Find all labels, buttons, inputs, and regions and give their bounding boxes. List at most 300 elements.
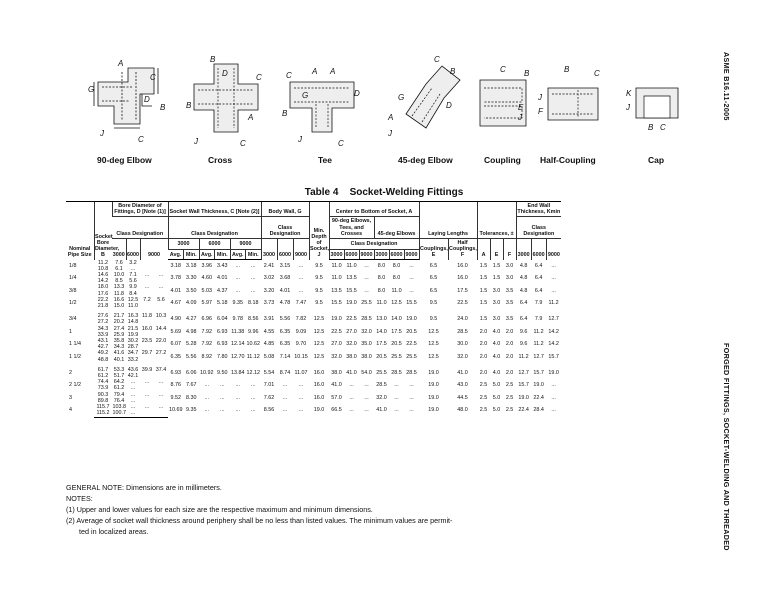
table-cell: 9.5 — [315, 275, 323, 282]
table-cell: 17.5 — [391, 328, 402, 335]
svg-text:C: C — [286, 71, 292, 80]
table-cell: 1.5 — [492, 262, 501, 269]
table-cell: 14.0 — [376, 328, 387, 335]
table-cell: 14.6 — [97, 272, 109, 279]
table-caption: Socket-Welding Fittings — [349, 187, 464, 198]
table-cell: 12.5 — [391, 299, 402, 306]
caption-90-deg-elbow: 90-deg Elbow — [97, 155, 152, 165]
table-cell: 41.0 — [376, 407, 387, 414]
table-cell: 41.6 — [113, 350, 125, 357]
col-center-to-bottom: Center to Bottom of Socket, A — [329, 202, 419, 217]
table-cell: 22.4 — [533, 394, 544, 401]
table-cell: 13.5 — [346, 275, 357, 282]
table-cell: 11.12 — [246, 353, 260, 360]
table-cell: ... — [204, 394, 209, 401]
table-cell: 1.5 — [479, 275, 488, 282]
table-cell: 22.0 — [155, 338, 167, 345]
table-cell: 3.0 — [505, 262, 514, 269]
table-cell: 2 1/2 — [69, 382, 81, 389]
table-header-cell: A — [477, 239, 490, 260]
table-cell: 3.73 — [263, 299, 275, 306]
bore-class-designation: Class Designation — [112, 217, 168, 239]
table-cell: ... — [349, 382, 354, 389]
table-cell: ... — [130, 391, 136, 398]
table-row — [66, 338, 702, 344]
svg-text:G: G — [302, 91, 309, 100]
table-cell: 115.2 — [94, 410, 112, 417]
table-cell: 8.30 — [186, 394, 197, 401]
table-cell: 49.2 — [97, 350, 109, 357]
table-cell: 5.6 — [157, 296, 165, 303]
table-cell: 11.8 — [141, 313, 153, 320]
table-cell: 6.35 — [279, 328, 291, 335]
table-cell: 4.85 — [263, 341, 275, 348]
table-cell: 19.0 — [428, 369, 439, 376]
table-cell: 25.5 — [391, 353, 402, 360]
table-cell: 5.28 — [186, 341, 197, 348]
table-cell: 2.0 — [479, 328, 488, 335]
figure-half-coupling — [538, 54, 608, 152]
col-end-wall: End Wall Thickness, Kmin — [517, 203, 561, 216]
svg-text:C: C — [256, 73, 262, 82]
table-cell: 17.5 — [457, 287, 468, 294]
table-cell: 6.93 — [170, 369, 181, 376]
table-cell: 17.5 — [376, 341, 387, 348]
col-socket-wall: Socket Wall Thickness, C [Note (2)] — [168, 202, 261, 217]
table-cell: 61.2 — [97, 373, 109, 380]
table-cell: 1.5 — [492, 275, 501, 282]
table-cell: 16.0 — [457, 262, 468, 269]
table-cell: 28.5 — [376, 382, 387, 389]
table-cell: 9.78 — [232, 316, 243, 323]
table-cell: 3.18 — [186, 262, 197, 269]
table-cell: 16.3 — [127, 313, 139, 320]
table-cell: 3.20 — [263, 287, 275, 294]
table-cell: 7.2 — [143, 296, 151, 303]
table-cell: ... — [144, 404, 150, 411]
col-bore-diameter: Bore Diameter of Fittings, D [Note (1)] — [112, 202, 168, 217]
table-cell: 8.0 — [377, 287, 386, 294]
svg-text:B: B — [282, 109, 288, 118]
table-cell: 5.56 — [186, 353, 197, 360]
table-cell: ... — [364, 275, 369, 282]
table-cell: ... — [144, 391, 150, 398]
table-cell: 2.41 — [263, 262, 275, 269]
table-cell: 16.0 — [313, 369, 325, 376]
table-cell: 10.62 — [246, 341, 260, 348]
svg-text:A: A — [330, 67, 336, 76]
table-cell: 18.0 — [97, 284, 109, 291]
note-1: (1) Upper and lower values for each size are the respective maximum and minimum dimensions. — [66, 505, 373, 514]
table-cell: 6.5 — [429, 275, 438, 282]
table-cell: 8.56 — [263, 407, 275, 414]
table-cell: 4 — [69, 407, 72, 414]
table-cell: 5.03 — [201, 287, 212, 294]
table-header-cell: 6000 — [277, 239, 293, 260]
table-cell: ... — [158, 391, 164, 398]
table-cell: 13.5 — [331, 287, 342, 294]
table-cell: 19.0 — [331, 316, 342, 323]
note-2: (2) Average of socket wall thickness around periphery shall be no less than listed values. The minimum values are permit- — [66, 516, 453, 525]
table-cell: 43.1 — [97, 338, 109, 345]
svg-text:J: J — [298, 135, 302, 144]
table-cell: 61.7 — [97, 366, 109, 373]
table-cell: 48.8 — [97, 356, 109, 363]
table-cell: 61.2 — [113, 385, 125, 392]
table-cell: 29.7 — [141, 350, 153, 357]
table-cell: 16.0 — [313, 382, 325, 389]
figure-90-deg-elbow — [84, 54, 176, 152]
svg-text:C: C — [240, 139, 246, 148]
table-cell: 6.4 — [519, 299, 528, 306]
table-cell: ... — [394, 382, 399, 389]
table-cell: 73.9 — [97, 385, 109, 392]
table-cell: ... — [282, 382, 288, 389]
table-cell: 6.1 — [115, 265, 123, 272]
caption-cross: Cross — [208, 155, 233, 165]
table-cell: 9.96 — [248, 328, 259, 335]
table-cell: 7.80 — [217, 353, 228, 360]
table-cell: 27.2 — [97, 319, 109, 326]
table-cell: 11.2 — [548, 299, 559, 306]
table-cell: 2.0 — [505, 353, 514, 360]
table-cell: 27.6 — [97, 313, 109, 320]
table-cell: 6.4 — [534, 262, 543, 269]
table-header-cell: Min. — [215, 249, 231, 260]
table-cell: 37.4 — [155, 366, 167, 373]
table-cell: 6.35 — [279, 341, 291, 348]
table-cell: 6.4 — [519, 316, 528, 323]
table-cell: 33.2 — [127, 356, 139, 363]
table-cell: ... — [551, 407, 556, 414]
table-cell: ... — [144, 272, 150, 279]
table-cell: 24.0 — [457, 316, 468, 323]
table-cell: 10.15 — [294, 353, 308, 360]
table-header-cell: 3000 — [374, 249, 389, 260]
table-cell: 30.0 — [457, 341, 468, 348]
table-cell: 5.56 — [279, 316, 291, 323]
table-cell: 9.9 — [129, 284, 137, 291]
table-cell: 27.0 — [346, 328, 357, 335]
table-cell: 8.0 — [377, 262, 386, 269]
figure-45-deg-elbow — [384, 54, 468, 152]
table-cell: 42.7 — [97, 344, 109, 351]
table-cell: 22.2 — [97, 296, 109, 303]
table-cell: ... — [130, 385, 136, 392]
table-row — [66, 392, 702, 398]
table-cell: 16.6 — [113, 296, 125, 303]
table-cell: 19.0 — [406, 316, 417, 323]
table-cell: ... — [144, 379, 150, 386]
table-cell: 76.4 — [113, 397, 125, 404]
table-row — [66, 272, 702, 278]
table-cell: 8.0 — [377, 275, 386, 282]
caption-45-deg-elbow: 45-deg Elbow — [398, 155, 453, 165]
table-row — [66, 379, 702, 385]
svg-text:G: G — [88, 85, 95, 94]
table-cell: 21.7 — [113, 313, 125, 320]
table-header-cell: 3000 — [168, 239, 199, 250]
svg-text:B: B — [524, 69, 530, 78]
table-cell: 10.3 — [155, 313, 167, 320]
table-cell: 12.12 — [246, 369, 260, 376]
table-cell: 2.5 — [479, 394, 488, 401]
table-cell: 32.0 — [346, 341, 357, 348]
table-cell: 34.3 — [97, 325, 109, 332]
table-header-cell: E — [490, 239, 503, 260]
table-cell: 4.09 — [186, 299, 197, 306]
table-cell: 6.93 — [217, 328, 228, 335]
table-cell: 2 — [69, 369, 72, 376]
wall-class-designation: Class Designation — [168, 217, 261, 239]
table-header-cell: 6000 — [344, 249, 359, 260]
table-cell: 16.0 — [457, 275, 468, 282]
table-cell: 22.5 — [406, 341, 417, 348]
table-cell: 4.01 — [279, 287, 291, 294]
table-cell: ... — [364, 394, 369, 401]
table-cell: 7.9 — [534, 299, 543, 306]
running-footer-title: FORGED FITTINGS, SOCKET-WELDING AND THREADED — [722, 343, 731, 551]
table-header-cell: 9000 — [546, 239, 561, 260]
table-cell: 15.5 — [346, 287, 357, 294]
table-cell: 12.7 — [518, 369, 529, 376]
table-cell: ... — [220, 394, 225, 401]
table-cell: 2.0 — [479, 341, 488, 348]
table-cell: 19.0 — [533, 382, 544, 389]
table-cell: 21.5 — [127, 325, 139, 332]
svg-text:F: F — [538, 107, 543, 116]
table-cell: ... — [298, 275, 304, 282]
table-cell: 25.5 — [376, 369, 387, 376]
table-cell: 9.35 — [186, 407, 197, 414]
table-cell: 32.0 — [361, 328, 372, 335]
table-cell: 28.4 — [533, 407, 544, 414]
table-notes — [66, 482, 706, 537]
table-cell: 5.54 — [263, 369, 275, 376]
table-cell: ... — [251, 394, 256, 401]
table-cell: 3.91 — [263, 316, 275, 323]
table-cell: 14.2 — [548, 341, 559, 348]
table-cell: 100.7 — [112, 410, 126, 417]
table-cell: 4.0 — [492, 353, 501, 360]
table-cell: 89.8 — [97, 397, 109, 404]
table-cell: 6.96 — [201, 316, 212, 323]
table-cell: 7.14 — [279, 353, 291, 360]
table-header-cell: Min. — [246, 249, 262, 260]
table-cell: 51.7 — [113, 373, 125, 380]
table-cell: ... — [364, 382, 369, 389]
table-cell: 8.56 — [248, 316, 259, 323]
table-cell: 5.69 — [170, 328, 181, 335]
table-cell: ... — [158, 379, 164, 386]
svg-text:B: B — [564, 65, 570, 74]
table-cell: 8.5 — [115, 278, 123, 285]
table-cell: ... — [551, 275, 556, 282]
table-cell: ... — [251, 382, 256, 389]
table-cell: ... — [220, 407, 225, 414]
table-cell: 7.62 — [263, 394, 275, 401]
svg-text:J: J — [518, 113, 522, 122]
table-cell: ... — [551, 394, 556, 401]
table-cell: 3.0 — [492, 299, 501, 306]
table-cell: 20.5 — [391, 341, 402, 348]
table-cell: 27.4 — [113, 325, 125, 332]
table-cell: 22.5 — [346, 316, 357, 323]
table-cell: ... — [409, 275, 414, 282]
table-cell: 3/8 — [69, 287, 77, 294]
caption-half-coupling: Half-Coupling — [540, 155, 596, 165]
table-cell: 3.0 — [505, 275, 514, 282]
table-cell: 4.90 — [170, 316, 181, 323]
table-cell: 4.67 — [170, 299, 181, 306]
table-cell: 11.2 — [97, 259, 109, 266]
table-cell: 28.5 — [391, 369, 402, 376]
table-cell: 3.15 — [279, 262, 291, 269]
table-cell: 5.6 — [129, 278, 137, 285]
table-cell: 19.9 — [127, 331, 139, 338]
table-cell: 3.5 — [505, 316, 514, 323]
table-cell: 9.52 — [170, 394, 181, 401]
col-body-wall: Body Wall, G — [261, 202, 309, 217]
table-cell: 57.0 — [331, 394, 342, 401]
table-cell: 2.0 — [479, 353, 488, 360]
table-cell: 5.97 — [201, 299, 212, 306]
table-cell: ... — [409, 394, 414, 401]
table-cell: 12.5 — [313, 341, 325, 348]
table-cell: 3.5 — [505, 287, 514, 294]
table-cell: 15.7 — [518, 382, 529, 389]
table-cell: 2.0 — [505, 369, 514, 376]
svg-text:B: B — [160, 103, 166, 112]
table-cell: 7.92 — [201, 328, 212, 335]
table-cell: 7.67 — [186, 382, 197, 389]
table-cell: 66.5 — [331, 407, 342, 414]
col-45-deg: 45-deg Elbows — [374, 217, 419, 239]
table-cell: 3 — [69, 394, 72, 401]
table-cell: 28.5 — [361, 316, 372, 323]
table-cell: ... — [394, 407, 399, 414]
svg-text:J: J — [538, 93, 542, 102]
table-cell: 1.5 — [479, 287, 488, 294]
table-cell: 15.7 — [533, 369, 544, 376]
table-cell: 7.82 — [295, 316, 307, 323]
table-cell: 7.01 — [263, 382, 275, 389]
table-cell: 4.01 — [170, 287, 181, 294]
table-cell: 6.4 — [534, 287, 543, 294]
table-row — [66, 297, 702, 303]
table-cell: ... — [130, 379, 136, 386]
table-cell: 12.5 — [313, 316, 325, 323]
table-cell: ... — [204, 382, 209, 389]
table-cell: 19.0 — [518, 394, 529, 401]
table-row — [66, 350, 702, 356]
table-header-cell: Avg. — [199, 249, 215, 260]
table-cell: 5.0 — [492, 407, 501, 414]
svg-text:B: B — [186, 101, 192, 110]
caption-tee: Tee — [318, 155, 333, 165]
table-cell: ... — [251, 275, 256, 282]
table-cell: 15.5 — [406, 299, 417, 306]
table-cell: ... — [251, 287, 256, 294]
table-cell: 32.0 — [331, 353, 342, 360]
col-90-deg: 90-deg Elbows, Tees, and Crosses — [329, 217, 374, 239]
running-header: ASME B16.11-2005 — [722, 52, 731, 121]
figure-cap — [626, 54, 686, 152]
table-header-cell: Avg. — [230, 249, 246, 260]
table-cell: 7.47 — [295, 299, 307, 306]
table-cell: ... — [235, 382, 240, 389]
table-cell: 90.3 — [97, 391, 109, 398]
table-cell: 4.60 — [201, 275, 212, 282]
table-header-cell: 6000 — [199, 239, 230, 250]
table-cell: 9.09 — [295, 328, 307, 335]
table-cell: 11.2 — [518, 353, 529, 360]
table-cell: 3.96 — [201, 262, 212, 269]
table-cell: 4.8 — [519, 275, 528, 282]
svg-text:C: C — [338, 139, 344, 148]
svg-text:B: B — [450, 67, 456, 76]
table-cell: ... — [235, 262, 240, 269]
table-cell: 4.8 — [519, 287, 528, 294]
caption-coupling: Coupling — [484, 155, 521, 165]
table-cell: 19.0 — [548, 369, 559, 376]
table-cell: 12.5 — [313, 328, 325, 335]
table-cell: 12.5 — [127, 296, 139, 303]
table-cell: 34.3 — [113, 344, 125, 351]
table-cell: 2.5 — [505, 394, 514, 401]
table-cell: ... — [130, 265, 136, 272]
table-cell: 3.78 — [170, 275, 181, 282]
table-cell: 14.2 — [548, 328, 559, 335]
table-number: Table 4 — [304, 187, 339, 198]
table-cell: 22.4 — [518, 407, 529, 414]
table-cell: 9.6 — [519, 341, 528, 348]
notes-heading: NOTES: — [66, 494, 93, 503]
table-cell: 11.0 — [127, 303, 139, 310]
table-cell: 103.8 — [112, 404, 126, 411]
svg-text:D: D — [446, 101, 452, 110]
table-cell: ... — [409, 407, 414, 414]
table-cell: 9.5 — [429, 316, 438, 323]
table-cell: 1/4 — [69, 275, 77, 282]
svg-text:J: J — [388, 129, 392, 138]
table-header-cell: Min. — [184, 249, 200, 260]
table-cell: 12.5 — [428, 341, 439, 348]
table-cell: ... — [235, 394, 240, 401]
table-cell: 64.2 — [113, 379, 125, 386]
table-cell: 35.8 — [113, 338, 125, 345]
table-cell: 10.92 — [200, 369, 214, 376]
center-class-designation: Class Designation — [329, 239, 419, 250]
table-cell: 1/8 — [69, 262, 77, 269]
table-cell: 19.0 — [313, 407, 325, 414]
note-2-continued: ted in localized areas. — [79, 527, 149, 536]
table-cell: 3/4 — [69, 316, 77, 323]
table-cell: ... — [144, 284, 150, 291]
table-header-cell: F — [503, 239, 516, 260]
table-cell — [140, 410, 154, 417]
table-cell: 3.50 — [186, 287, 197, 294]
table-cell: 38.0 — [331, 369, 342, 376]
table-cell: 16.0 — [141, 325, 153, 332]
table-header-cell: 3000 — [112, 239, 126, 260]
table-cell: ... — [220, 382, 225, 389]
table-cell: 115.7 — [96, 404, 110, 411]
table-cell: 7.1 — [129, 272, 137, 279]
table-header-cell: 9000 — [404, 249, 419, 260]
table-cell: 35.0 — [361, 341, 372, 348]
svg-text:K: K — [626, 89, 632, 98]
